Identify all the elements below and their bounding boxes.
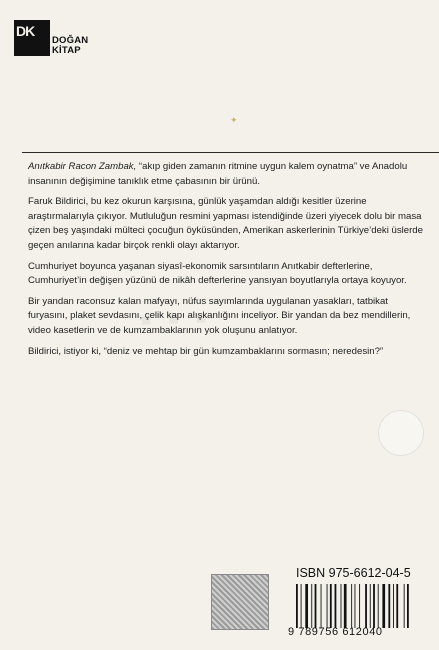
book-title-inline: Anıtkabir Racon Zambak,	[28, 161, 137, 172]
barcode-digits: 9 789756 612040	[288, 626, 383, 638]
blurb-paragraph: Cumhuriyet boyunca yaşanan siyasî-ekonomik sarsıntıların Anıtkabir defterlerine, Cumhuriyet’in değişen yüzünü de nikâh defterlerine yansıyan boyutlarıyla ortaya koyuyor.	[28, 260, 407, 287]
publisher-initials: DK	[16, 23, 35, 39]
ornament-star-icon: ✦	[230, 115, 238, 125]
publisher-logo-mark	[14, 20, 50, 56]
price-sticker	[211, 574, 269, 630]
publisher-name-line1: DOĞAN	[52, 35, 89, 46]
blurb-paragraph: Bir yandan raconsuz kalan mafyayı, nüfus sayımlarında uygulanan yasakları, tatbikat furyasını, plaket sevdasını, çelik kapı alışkanlığını inceliyor. Bir yandan da bez mendillerin, video kasetlerin ve de kumzambaklarının yok oluşunu anlatıyor.	[28, 295, 411, 336]
blurb-paragraph: Bildirici, istiyor ki, “deniz ve mehtap bir gün kumzambaklarını sormasın; neredesin?”	[28, 345, 384, 357]
isbn-label: ISBN 975-6612-04-5	[296, 566, 411, 580]
publisher-name	[52, 36, 88, 56]
blurb-text	[28, 160, 430, 365]
publisher-name-line2: KİTAP	[52, 45, 81, 56]
blurb-paragraph-intro	[28, 160, 430, 189]
globe-watermark-icon	[378, 410, 424, 456]
intro-rest: “akıp giden zamanın ritmine uygun kalem oynatma” ve Anadolu insanının değişimine tanıklık etme çabasının bir ürünü.	[28, 161, 408, 187]
divider-line	[22, 152, 439, 153]
blurb-paragraph: Faruk Bildirici, bu kez okurun karşısına, günlük yaşamdan aldığı kesitler üzerine araştırmalarıyla çıkıyor. Mutluluğun resmini yapması istendiğinde üzeri yiyecek dolu bir masa çizen beş yaşındaki mülteci çocuğun öyküsünden, Amerikan askerlerinin Türkiye’deki üslerde geçen anılarına kadar birçok renkli olayı aktarıyor.	[28, 196, 423, 251]
barcode	[294, 584, 426, 628]
publisher-logo	[14, 20, 104, 60]
watermark: ▪ ▪ ▪	[139, 298, 211, 340]
